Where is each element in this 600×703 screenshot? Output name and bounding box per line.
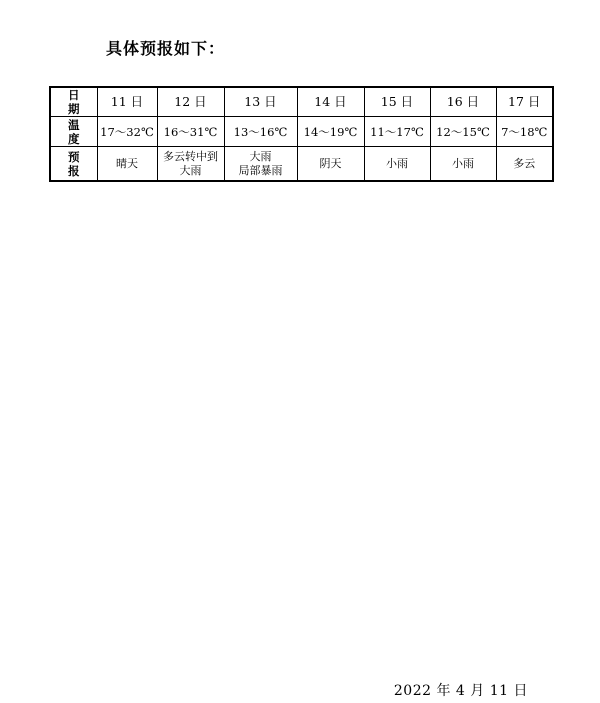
forecast-cell xyxy=(496,147,553,182)
day-header: 16 日 xyxy=(430,87,496,117)
forecast-line: 局部暴雨 xyxy=(238,163,283,177)
day-header: 12 日 xyxy=(157,87,224,117)
forecast-cell xyxy=(364,147,430,182)
forecast-line: 多云转中到 xyxy=(163,149,218,163)
row-label-date: 日 期 xyxy=(50,87,97,117)
temperature-cell: 17～32℃ xyxy=(97,117,157,147)
day-header: 14 日 xyxy=(297,87,364,117)
temperature-cell: 11～17℃ xyxy=(364,117,430,147)
forecast-cell xyxy=(430,147,496,182)
temperature-cell: 13～16℃ xyxy=(224,117,297,147)
forecast-line: 大雨 xyxy=(249,149,272,163)
day-header: 17 日 xyxy=(496,87,553,117)
row-label-temperature: 温 度 xyxy=(50,117,97,147)
forecast-line: 多云 xyxy=(513,156,536,170)
row-label-forecast: 预 报 xyxy=(50,147,97,182)
table-row-temperature xyxy=(50,117,553,147)
temperature-cell: 16～31℃ xyxy=(157,117,224,147)
forecast-line: 大雨 xyxy=(179,163,202,177)
section-heading: 具体预报如下： xyxy=(106,39,226,58)
day-header: 13 日 xyxy=(224,87,297,117)
forecast-cell xyxy=(224,147,297,182)
temperature-cell: 14～19℃ xyxy=(297,117,364,147)
forecast-line: 阴天 xyxy=(319,156,342,170)
forecast-cell xyxy=(297,147,364,182)
table-row-date xyxy=(50,87,553,117)
temperature-cell: 12～15℃ xyxy=(430,117,496,147)
forecast-line: 晴天 xyxy=(116,156,138,170)
forecast-cell xyxy=(157,147,224,182)
temperature-cell: 7～18℃ xyxy=(496,117,553,147)
forecast-table xyxy=(49,86,554,182)
forecast-line: 小雨 xyxy=(452,156,474,170)
document-date: 2022 年 4 月 11 日 xyxy=(393,683,528,699)
day-header: 11 日 xyxy=(97,87,157,117)
table-row-forecast xyxy=(50,147,553,182)
day-header: 15 日 xyxy=(364,87,430,117)
forecast-cell xyxy=(97,147,157,182)
forecast-line: 小雨 xyxy=(386,156,408,170)
